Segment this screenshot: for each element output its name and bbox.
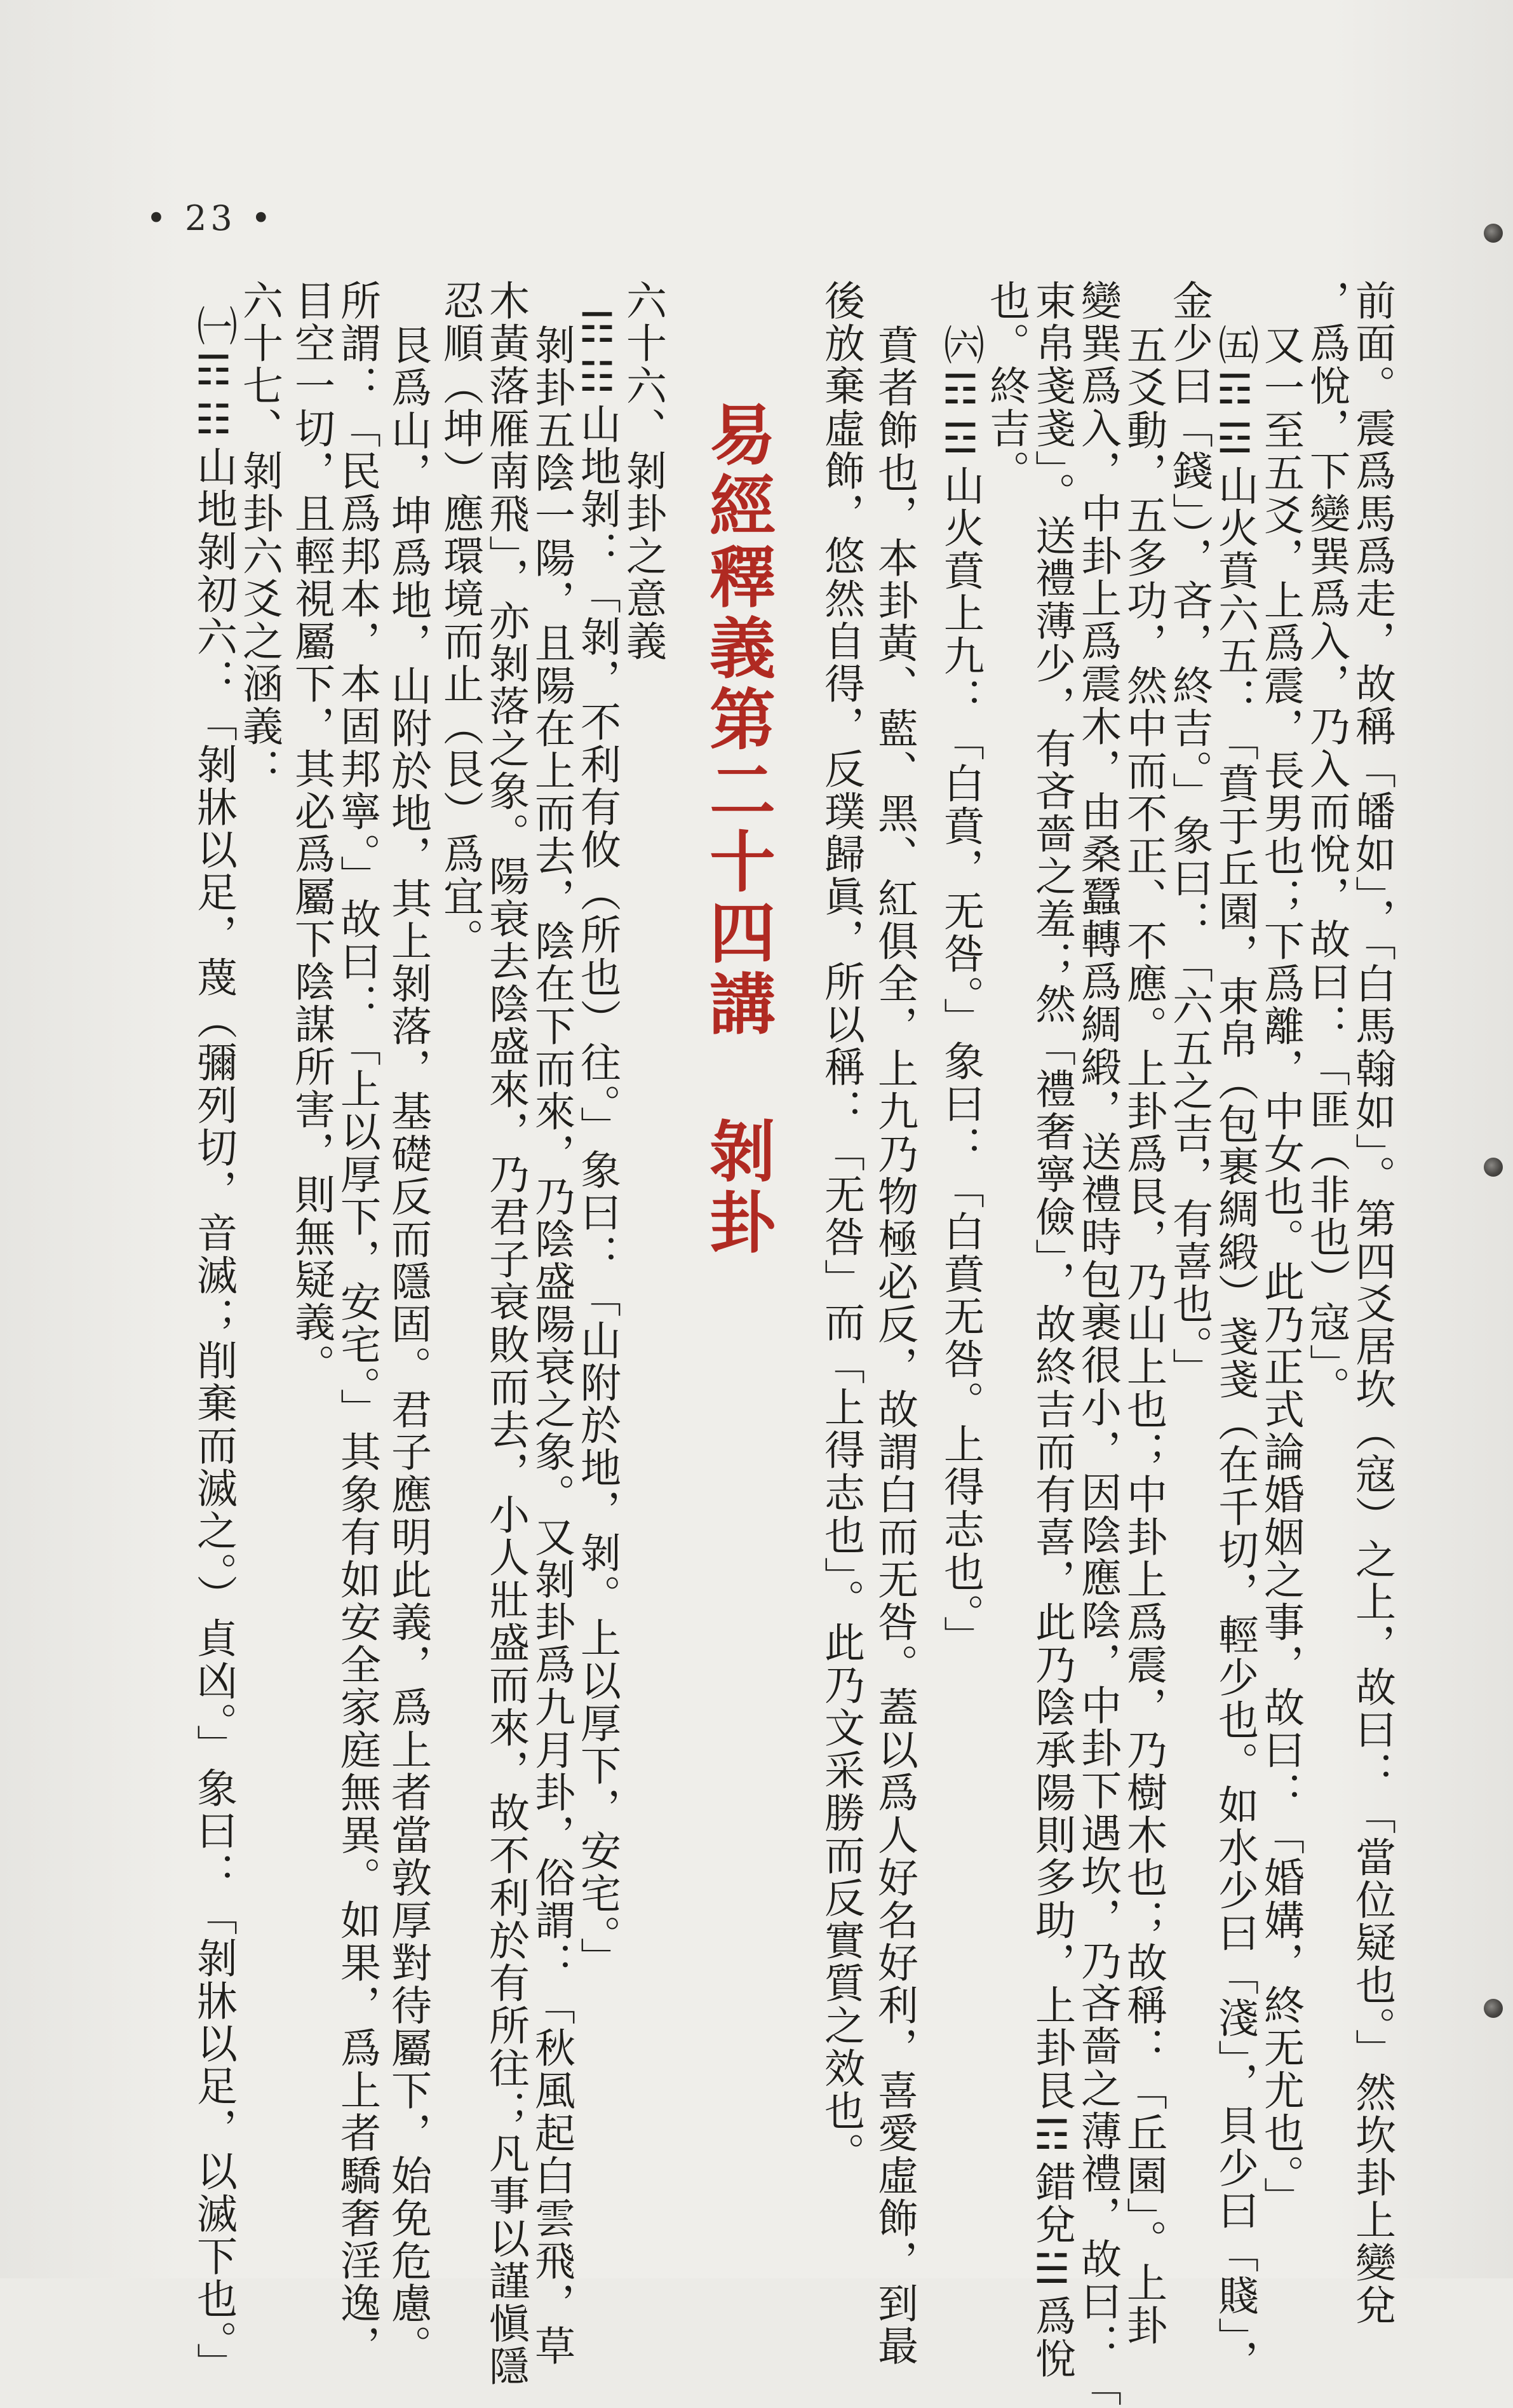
section-heading: 六十七、剝卦六爻之涵義：	[236, 280, 283, 790]
chapter-title-sub: 剝卦	[698, 1117, 776, 1259]
text-column: 也。終吉。	[983, 280, 1030, 492]
text-column: 木黃落雁南飛」，亦剝落之象。陽衰去陰盛來，乃君子衰敗而去，小人壯盛而來，故不利於有所往；凡事以謹愼隱	[482, 280, 529, 2388]
text-column: 後放棄虛飾，悠然自得，反璞歸眞，所以稱：「无咎」而「上得志也」。此乃文采勝而反實質之效也。	[817, 280, 864, 2175]
binding-hole	[1484, 1999, 1503, 2018]
text-column: 賁者飾也，本卦黃、藍、黑、紅俱全，上九乃物極必反，故謂白而无咎。蓋以爲人好名好利，喜愛虛飾，到最	[871, 324, 918, 2367]
chapter-title	[698, 400, 776, 1259]
text-column: 又一至五爻，上爲震，長男也；下爲離，中女也。此乃正式論婚姻之事，故曰：「婚媾，終无尤也。」	[1257, 324, 1304, 2219]
text-column: 所謂：「民爲邦本，本固邦寧。」故曰：「上以厚下，安宅。」其象有如安全家庭無異。如果，爲上者驕奢淫逸，	[333, 280, 380, 2367]
text-column: ☶☷山地剝：「剝，不利有攸（所也）往。」象曰：「山附於地，剝。上以厚下，安宅。」	[574, 305, 621, 1980]
text-column: 前面。震爲馬爲走，故稱「皤如」，「白馬翰如」。第四爻居坎（寇）之上，故曰：「當位疑也。」然坎卦上變兌	[1348, 280, 1395, 2327]
page-number: • 23 •	[146, 198, 275, 238]
text-column: 變巽爲入，中卦上爲震木，由桑蠶轉爲綢緞，送禮時包裹很小，因陰應陰，中卦下遇坎，乃吝嗇之薄禮，故曰：「	[1074, 280, 1121, 2408]
chapter-title-main: 易經釋義第二十四講	[698, 400, 776, 1041]
text-column: ，爲悅，下變巽爲入，乃入而悅，故曰：「匪（非也）寇」。	[1303, 280, 1350, 1409]
text-column: ㈠☶☷山地剝初六：「剝牀以足，蔑（彌列切，音滅；削棄而滅之。）貞凶。」象曰：「剝牀以足，以滅下也。」	[190, 305, 237, 2385]
binding-hole	[1484, 224, 1503, 243]
text-column: 目空一切，且輕視屬下，其必爲屬下陰謀所害，則無疑義。	[288, 280, 335, 1386]
text-column: 金少曰「錢」），吝，終吉。」象曰：「六五之吉，有喜也。」	[1166, 280, 1213, 1390]
text-column: ㈤☶☲山火賁六五：「賁于丘園，束帛（包裹綢緞）戔戔（在千切，輕少也。如水少曰「淺」，貝少曰「賤」，	[1211, 324, 1258, 2382]
text-column: 束帛戔戔」。送禮薄少，有吝嗇之羞；然「禮奢寧儉」，故終吉而有喜，此乃陰承陽則多助，上卦艮☶錯兌☱爲悅	[1028, 280, 1075, 2380]
text-column: 忍順（坤）應環境而止（艮）爲宜。	[436, 280, 483, 961]
text-column: 艮爲山，坤爲地，山附於地，其上剝落，基礎反而隱固。君子應明此義，爲上者當敦厚對待屬下，始免危慮。	[384, 324, 431, 2367]
section-heading: 六十六、剝卦之意義	[619, 280, 666, 663]
text-column: ㈥☶☲山火賁上九：「白賁，无咎。」象曰：「白賁无咎。上得志也。」	[937, 324, 984, 1658]
text-column: 五爻動，五多功，然中而不正、不應。上卦爲艮，乃山上也；中卦上爲震，乃樹木也；故稱：「丘園」。上卦	[1120, 324, 1167, 2347]
text-column: 剝卦五陰一陽，且陽在上而去，陰在下而來，乃陰盛陽衰之象。又剝卦爲九月卦，俗謂：「秋風起白雲飛，草	[528, 324, 575, 2367]
binding-hole	[1484, 1158, 1503, 1177]
